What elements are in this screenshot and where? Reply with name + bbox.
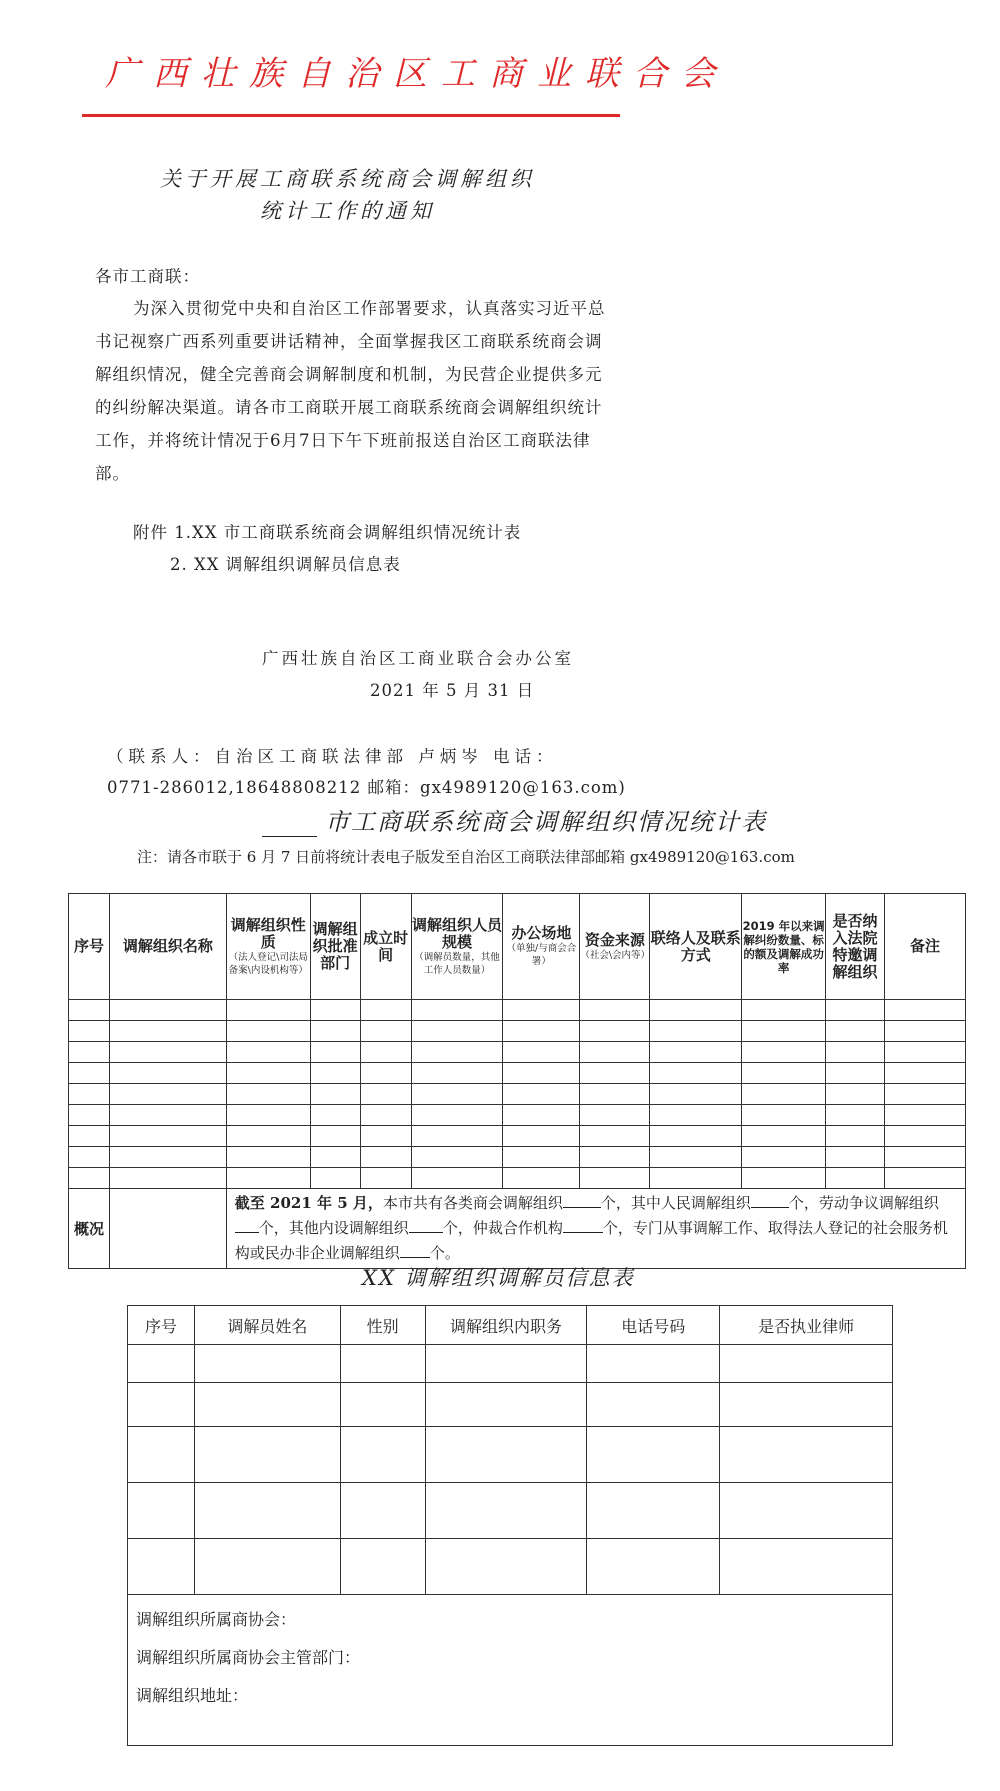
table-row[interactable] [69, 1000, 966, 1021]
summary-empty-cell [109, 1189, 226, 1269]
table-row[interactable] [128, 1483, 893, 1539]
col-header-org-name: 调解组织名称 [109, 894, 226, 1000]
col-header-index: 序号 [69, 894, 110, 1000]
col-header-office: 办公场地 （单独/与商会合署） [503, 894, 580, 1000]
info-col-lawyer: 是否执业律师 [720, 1306, 893, 1345]
count-blank-total[interactable] [563, 1193, 601, 1208]
table-row[interactable] [69, 1147, 966, 1168]
salutation: 各市工商联： [95, 267, 200, 286]
count-blank-arbitration[interactable] [563, 1218, 603, 1233]
table-row[interactable] [69, 1021, 966, 1042]
info-table [127, 1305, 893, 1746]
contact-line-1: （联系人：自治区工商联法律部 卢炳岑 电话： [107, 747, 558, 766]
stat-table-note: 注：请各市联于 6 月 7 日前将统计表电子版发至自治区工商联法律部邮箱 gx4989120@163.com [137, 848, 795, 866]
table-row[interactable] [128, 1345, 893, 1383]
table-row[interactable] [69, 1168, 966, 1189]
table-row[interactable] [128, 1383, 893, 1427]
city-name-blank[interactable] [262, 812, 317, 837]
info-col-phone: 电话号码 [587, 1306, 720, 1345]
letterhead-rule [82, 114, 620, 117]
info-table-footer [128, 1595, 893, 1746]
count-blank-legal-entity[interactable] [400, 1243, 430, 1258]
table-row[interactable] [128, 1427, 893, 1483]
info-col-index: 序号 [128, 1306, 195, 1345]
info-table-footer-cell [128, 1595, 893, 1746]
info-table-title: XX 调解组织调解员信息表 [362, 1266, 635, 1290]
notice-body: 为深入贯彻党中央和自治区工作部署要求，认真落实习近平总书记视察广西系列重要讲话精神，全面掌握我区工商联系统商会调解组织情况，健全完善商会调解制度和机制，为民营企业提供多元的纠纷解决渠道。请各市工商联开展工商联系统商会调解组织统计工作，并将统计情况于6月7日下午下班前报送自治区工商联法律部。 [95, 299, 606, 483]
table-row[interactable] [69, 1126, 966, 1147]
info-col-position: 调解组织内职务 [425, 1306, 587, 1345]
table-row[interactable] [69, 1042, 966, 1063]
col-header-cases: 2019 年以来调解纠纷数量、标的额及调解成功率 [742, 894, 826, 1000]
col-header-approving-dept: 调解组织批准部门 [310, 894, 360, 1000]
col-header-funding: 资金来源 （社会\会内等） [580, 894, 650, 1000]
stat-table-title: 市工商联系统商会调解组织情况统计表 [325, 808, 767, 836]
stat-table [68, 893, 966, 1269]
info-table-header-row [128, 1306, 893, 1345]
table-row[interactable] [69, 1105, 966, 1126]
table-row[interactable] [69, 1063, 966, 1084]
footer-association[interactable]: 调解组织所属商协会： [136, 1610, 297, 1629]
col-header-contact: 联络人及联系方式 [650, 894, 742, 1000]
notice-title-line1: 关于开展工商联系统商会调解组织 [160, 167, 535, 191]
info-col-gender: 性别 [340, 1306, 425, 1345]
count-blank-internal[interactable] [409, 1218, 443, 1233]
info-col-name: 调解员姓名 [194, 1306, 340, 1345]
attachment-2: 2. XX 调解组织调解员信息表 [170, 555, 401, 574]
notice-title-line2: 统计工作的通知 [260, 199, 435, 223]
contact-line-2: 0771-286012,18648808212 邮箱：gx4989120@163.com) [107, 778, 626, 797]
footer-supervising-dept[interactable]: 调解组织所属商协会主管部门： [136, 1648, 361, 1667]
count-blank-labor[interactable] [235, 1218, 259, 1233]
signer-org: 广西壮族自治区工商业联合会办公室 [262, 649, 574, 668]
col-header-remarks: 备注 [885, 894, 966, 1000]
col-header-founded: 成立时间 [360, 894, 411, 1000]
sign-date: 2021 年 5 月 31 日 [370, 681, 535, 700]
stat-table-title-wrap [262, 802, 767, 837]
summary-text: 截至 2021 年 5 月，本市共有各类商会调解组织 个，其中人民调解组织 个，劳动争议调解组织个，其他内设调解组织 个，仲裁合作机构 个，专门从事调解工作、取得法人登记的社会服务机构或民办非企业调解组织 个。 [226, 1189, 965, 1269]
stat-table-header-row [69, 894, 966, 1000]
summary-row [69, 1189, 966, 1269]
footer-address[interactable]: 调解组织地址： [136, 1686, 249, 1705]
table-row[interactable] [69, 1084, 966, 1105]
attachment-1: 附件 1.XX 市工商联系统商会调解组织情况统计表 [133, 523, 522, 542]
letterhead-org-name: 广西壮族自治区工商业联合会 [105, 54, 729, 94]
col-header-staff-size: 调解组织人员规模 （调解员数量，其他工作人员数量） [411, 894, 503, 1000]
col-header-org-nature: 调解组织性质 （法人登记\司法局备案\内设机构等） [226, 894, 310, 1000]
col-header-court-invited: 是否纳入法院特邀调解组织 [826, 894, 885, 1000]
count-blank-people[interactable] [751, 1193, 789, 1208]
summary-label: 概况 [69, 1189, 110, 1269]
table-row[interactable] [128, 1539, 893, 1595]
